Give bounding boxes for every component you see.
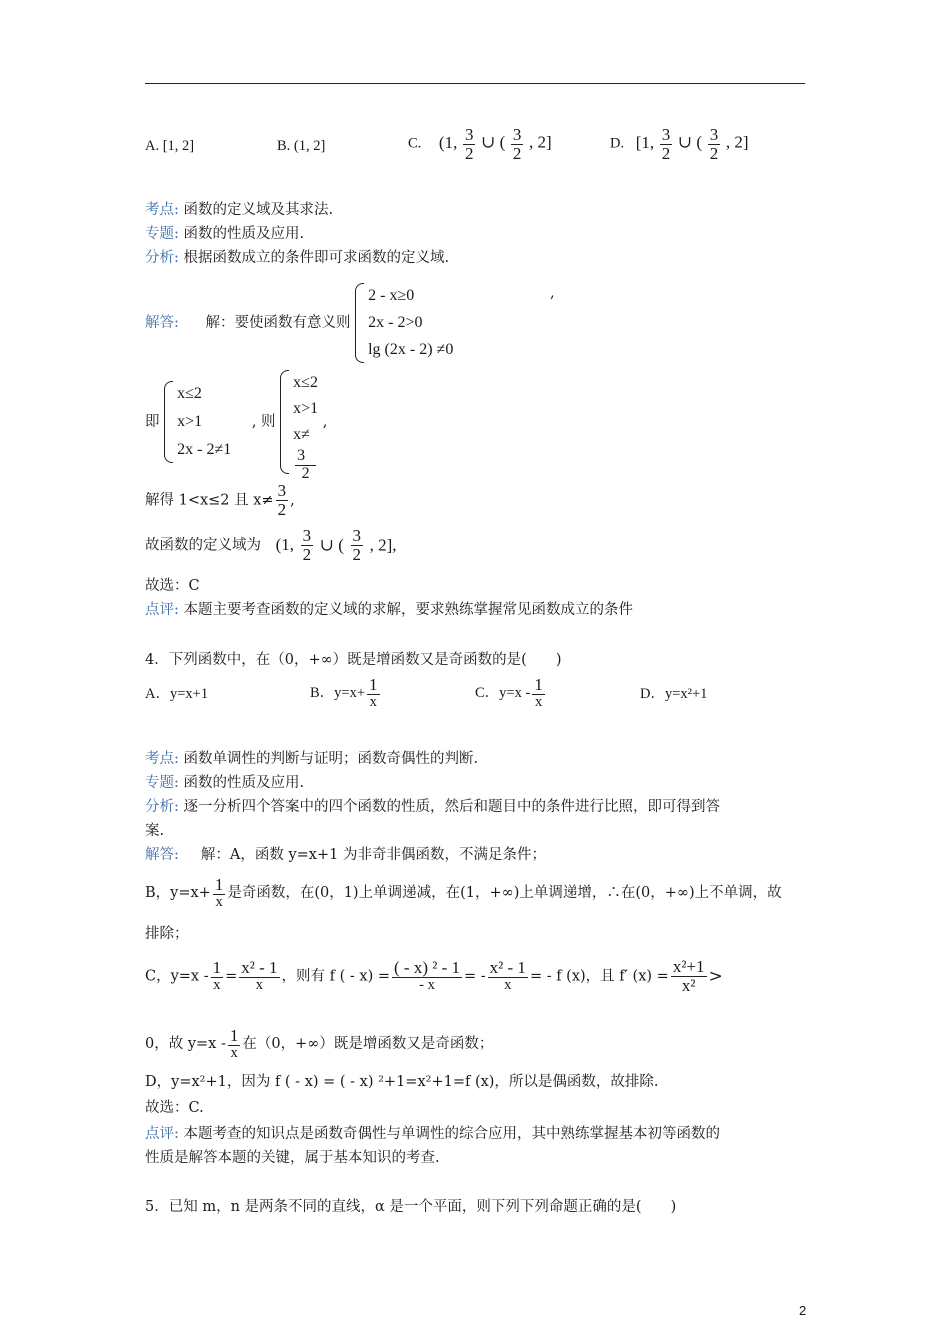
q3-option-c	[408, 126, 552, 163]
fraction: $\frac{\text{x²+1}}{\text{x²}}$	[672, 957, 705, 995]
q4-option-a: A．y=x+1	[145, 686, 209, 702]
fraction: $\frac{3}{2}$	[277, 481, 287, 519]
fraction: $\frac{3}{2}$	[661, 125, 671, 163]
system-1-tail: ,	[549, 285, 555, 301]
fraction: $\frac{1}{x}$	[214, 875, 224, 910]
fraction: $\frac{1}{x}$	[369, 675, 378, 710]
q3-domain: 故函数的定义域为 (1, $\frac{3}{2}$ ∪ ( $\frac{3}{2}$ , 2],	[145, 526, 397, 564]
q4-option-d: D．y=x²+1	[640, 686, 708, 702]
equation-system-1: 2 - x≥0 2x - 2>0 lg (2x - 2) ≠0	[355, 283, 453, 363]
system-3-tail: ,	[322, 414, 328, 430]
q3-option-b: B. (1, 2]	[277, 138, 326, 154]
fraction: $\frac{1}{x}$	[229, 1026, 239, 1061]
q3-option-d-close: , 2]	[725, 132, 749, 152]
equation-system-3: x≤2 x>1 x≠ 3 2	[280, 370, 318, 474]
q4-jieda-b-line2: 排除；	[145, 926, 189, 942]
q3-option-d-union: ∪ (	[677, 132, 703, 152]
q4-fenxi-line2: 案.	[145, 823, 165, 839]
q4-kaodian: 考点: 函数单调性的判断与证明；函数奇偶性的判断.	[145, 751, 479, 767]
q3-option-c-union: ∪ (	[481, 132, 506, 152]
q3-guxuan: 故选：C	[145, 578, 200, 594]
q3-option-c-label: C.	[408, 135, 422, 152]
fraction: $\frac{3}{2}$	[302, 526, 312, 564]
fraction: $\frac{\text{x² - 1}}{x}$	[489, 958, 526, 994]
q4-jieda-b: B，y=x+ $\frac{1}{x}$ 是奇函数，在(0，1)上单调递减，在(1，+∞)上单调递增，∴在(0，+∞)上不单调，故	[145, 875, 782, 910]
q5-stem: 5．已知 m，n 是两条不同的直线，α 是一个平面，则下列下列命题正确的是( )	[145, 1199, 677, 1215]
q4-guxuan: 故选：C.	[145, 1100, 204, 1116]
q4-jieda-c-line2: 0，故 y=x - $\frac{1}{x}$ 在（0，+∞）既是增函数又是奇函数；	[145, 1026, 494, 1061]
page-number: 2	[799, 1303, 807, 1318]
ji: 即	[145, 414, 160, 430]
q3-option-c-open: (1,	[438, 132, 458, 152]
fraction: $\frac{3}{2}$	[352, 526, 362, 564]
q3-option-d-open: [1,	[635, 132, 655, 152]
q4-option-c: C．y=x - $\frac{1}{x}$	[475, 675, 543, 710]
q3-zhuanti: 专题: 函数的性质及应用.	[145, 226, 305, 242]
q4-zhuanti: 专题: 函数的性质及应用.	[145, 775, 305, 791]
q3-option-d-label: D.	[610, 135, 625, 152]
ze: , 则	[251, 414, 276, 430]
fraction: $\frac{\text{( - x) ² - 1}}{- x}$	[394, 958, 460, 994]
q3-jieda	[145, 283, 555, 363]
q4-dianping: 点评: 本题考查的知识点是函数奇偶性与单调性的综合应用，其中熟练掌握基本初等函数的	[145, 1126, 720, 1142]
q4-option-b: B．y=x+ $\frac{1}{x}$	[310, 675, 378, 710]
q3-dianping: 点评: 本题主要考查函数的定义域的求解，要求熟练掌握常见函数成立的条件	[145, 602, 633, 618]
q3-jieda-intro: 解：要使函数有意义则	[205, 315, 351, 331]
q3-ji-line	[145, 370, 328, 482]
fraction: $\frac{3}{2}$	[512, 125, 522, 163]
q4-dianping-line2: 性质是解答本题的关键，属于基本知识的考查.	[145, 1150, 440, 1166]
fraction: 3 2	[295, 448, 316, 483]
fraction: $\frac{3}{2}$	[709, 125, 719, 163]
fraction: $\frac{1}{x}$	[534, 675, 543, 710]
fraction: $\frac{1}{x}$	[212, 958, 222, 994]
q4-jieda-d: D，y=x²+1，因为 f ( - x) = ( - x) ²+1=x²+1=f (x)，所以是偶函数，故排除.	[145, 1074, 659, 1090]
q4-jieda-c: C，y=x - $\frac{1}{x}$ = $\frac{\text{x² - 1}}{x}$ ，则有 f ( - x) = $\frac{\text{( - x) ² - 1}}{- x}$ = - $\frac{\text{x² - 1}}{x}$ = - f (x)，且 f′ (x) = $\frac{\text{x²+1}}{\text{x²}}$ >	[145, 957, 723, 995]
q3-jieda-label: 解答:	[145, 315, 179, 331]
fraction: $\frac{\text{x² - 1}}{x}$	[241, 958, 278, 994]
q3-kaodian: 考点: 函数的定义域及其求法.	[145, 202, 334, 218]
q3-option-c-close: , 2]	[529, 132, 552, 152]
q3-option-d	[610, 126, 748, 163]
header-rule	[145, 83, 805, 84]
q3-option-a: A. [1, 2]	[145, 138, 195, 154]
q3-fenxi: 分析: 根据函数成立的条件即可求函数的定义域.	[145, 250, 450, 266]
q4-stem: 4．下列函数中，在（0，+∞）既是增函数又是奇函数的是( )	[145, 652, 562, 668]
equation-system-2: x≤2 x>1 2x - 2≠1	[164, 381, 231, 463]
q4-fenxi: 分析: 逐一分析四个答案中的四个函数的性质，然后和题目中的条件进行比照，即可得到答	[145, 799, 720, 815]
fraction: $\frac{3}{2}$	[464, 125, 474, 163]
q4-jieda: 解答: 解：A，函数 y=x+1 为非奇非偶函数，不满足条件；	[145, 847, 546, 863]
q3-jiede: 解得 1<x≤2 且 x≠ $\frac{3}{2}$ ,	[145, 481, 295, 519]
